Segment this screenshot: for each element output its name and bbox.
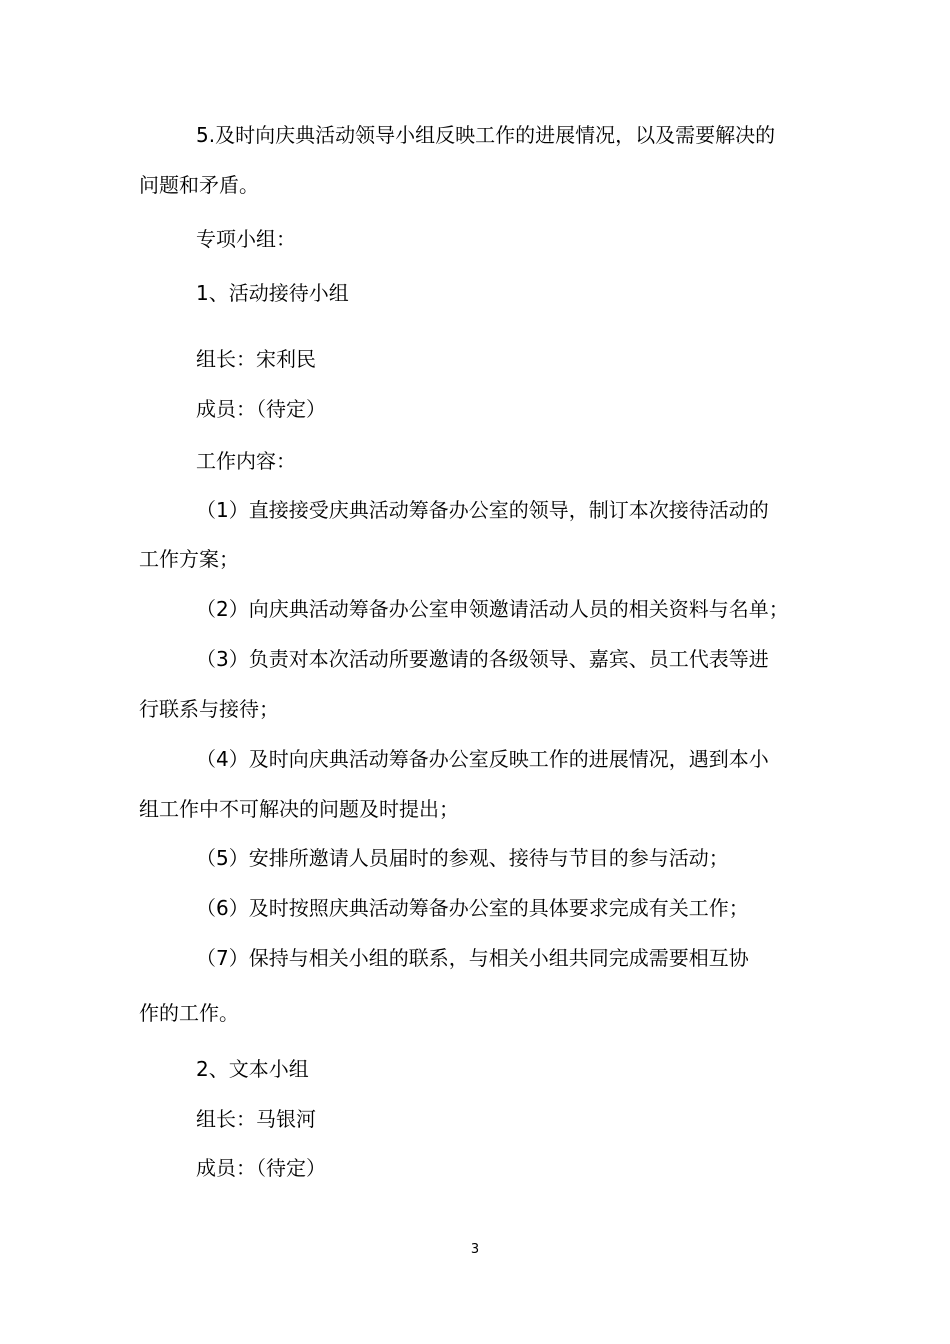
group-leader: 组长：马银河 — [196, 1107, 316, 1131]
list-item-line: 行联系与接待； — [139, 697, 279, 721]
page-number: 3 — [470, 1242, 480, 1257]
list-item-line: （7）保持与相关小组的联系，与相关小组共同完成需要相互协 — [196, 946, 749, 970]
list-item-line: 作的工作。 — [139, 1001, 239, 1025]
list-item-line: （1）直接接受庆典活动筹备办公室的领导，制订本次接待活动的 — [196, 498, 769, 522]
group-members: 成员：（待定） — [196, 397, 326, 421]
group-title: 1、活动接待小组 — [196, 281, 349, 305]
paragraph-line: 5.及时向庆典活动领导小组反映工作的进展情况，以及需要解决的 — [196, 123, 776, 147]
list-item-line: 工作方案； — [139, 547, 239, 571]
group-leader: 组长：宋利民 — [196, 347, 316, 371]
list-item-line: （2）向庆典活动筹备办公室申领邀请活动人员的相关资料与名单； — [196, 597, 789, 621]
work-content-label: 工作内容： — [196, 449, 296, 473]
list-item-line: （6）及时按照庆典活动筹备办公室的具体要求完成有关工作； — [196, 896, 749, 920]
list-item-line: （3）负责对本次活动所要邀请的各级领导、嘉宾、员工代表等进 — [196, 647, 769, 671]
list-item-line: 组工作中不可解决的问题及时提出； — [139, 797, 459, 821]
list-item-line: （5）安排所邀请人员届时的参观、接待与节目的参与活动； — [196, 846, 729, 870]
group-members: 成员：（待定） — [196, 1156, 326, 1180]
list-item-line: （4）及时向庆典活动筹备办公室反映工作的进展情况，遇到本小 — [196, 747, 769, 771]
section-heading: 专项小组： — [196, 227, 296, 251]
group-title: 2、文本小组 — [196, 1057, 309, 1081]
paragraph-line: 问题和矛盾。 — [139, 173, 259, 197]
